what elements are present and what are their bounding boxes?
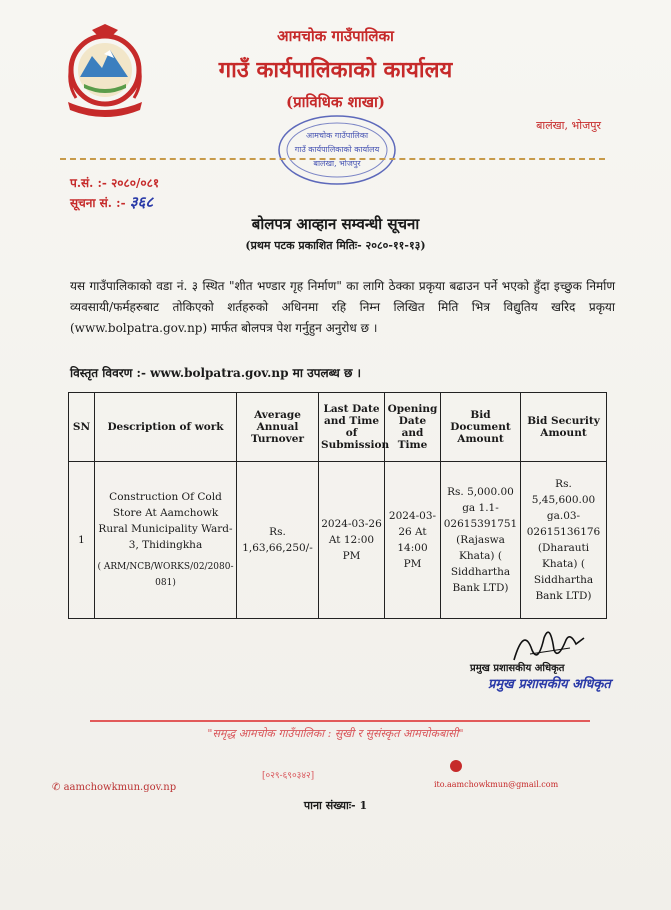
cell-opening: 2024-03-26 At 14:00 PM xyxy=(385,462,441,619)
footer-rule xyxy=(90,720,590,722)
footer-slogan: "समृद्ध आमचोक गाउँपालिका : सुखी र सुसंस्कृत आमचोकबासी" xyxy=(207,727,464,740)
globe-icon: ✆ xyxy=(52,782,61,793)
cell-sn: 1 xyxy=(69,462,95,619)
header-bid-security: Bid Security Amount xyxy=(521,393,607,462)
cell-submission: 2024-03-26 At 12:00 PM xyxy=(319,462,385,619)
notice-title: बोलपत्र आव्हान सम्वन्धी सूचना xyxy=(251,215,420,233)
table-row xyxy=(69,462,607,619)
header-description: Description of work xyxy=(95,393,237,462)
ps-value: २०८०/०८१ xyxy=(111,176,160,190)
footer-website xyxy=(52,782,176,793)
signatory-seal: प्रमुख प्रशासकीय अधिकृत xyxy=(488,677,611,692)
office-location: बालंखा, भोजपुर xyxy=(536,119,601,132)
ps-number xyxy=(70,174,159,191)
page-number: पाना संख्याः- 1 xyxy=(303,799,368,812)
mail-icon xyxy=(450,760,462,772)
notice-value: ३६८ xyxy=(129,193,154,211)
notice-details: विस्तृत विवरण :- www.bolpatra.gov.np मा उपलब्ध छ । xyxy=(70,366,362,380)
header-opening: Opening Date and Time xyxy=(385,393,441,462)
header-turnover: Average Annual Turnover xyxy=(237,393,319,462)
office-stamp xyxy=(272,110,402,188)
office-name: गाउँ कार्यपालिकाको कार्यालय xyxy=(218,57,453,83)
signatory-title: प्रमुख प्रशासकीय अधिकृत xyxy=(470,663,565,674)
table-header-row xyxy=(69,393,607,462)
website-text: aamchowkmun.gov.np xyxy=(63,782,177,793)
notice-number xyxy=(70,192,153,212)
header-sn: SN xyxy=(69,393,95,462)
notice-subtitle: (प्रथम पटक प्रकाशित मितिः- २०८०-११-१३) xyxy=(245,239,426,252)
description-text: Construction Of Cold Store At Aamchowk Rural Municipality Ward-3, Thidingkha xyxy=(98,491,233,551)
cell-bid-document: Rs. 5,000.00 ga 1.1-02615391751 (Rajaswa Khata) ( Siddhartha Bank LTD) xyxy=(441,462,521,619)
header-divider xyxy=(60,158,605,160)
ps-label: प.सं. :- xyxy=(70,176,107,190)
stamp-line-3: बालंखा, भोजपुर xyxy=(313,159,361,168)
stamp-line-2: गाउँ कार्यपालिकाको कार्यालय xyxy=(294,145,380,154)
footer-email: ito.aamchowkmun@gmail.com xyxy=(434,780,559,789)
cell-description xyxy=(95,462,237,619)
notice-label: सूचना सं. :- xyxy=(70,196,126,210)
branch-name: (प्राविधिक शाखा) xyxy=(286,93,385,111)
cell-bid-security: Rs. 5,45,600.00 ga.03-02615136176 (Dharauti Khata) ( Siddhartha Bank LTD) xyxy=(521,462,607,619)
description-code: ( ARM/NCB/WORKS/02/2080-081) xyxy=(97,562,234,588)
cell-turnover: Rs. 1,63,66,250/- xyxy=(237,462,319,619)
municipality-name: आमचोक गाउँपालिका xyxy=(277,27,394,45)
bid-table xyxy=(68,392,607,619)
stamp-line-1: आमचोक गाउँपालिका xyxy=(305,131,369,140)
footer-phone: [०२९-६९०३४२] xyxy=(262,771,315,781)
notice-body: यस गाउँपालिकाको वडा नं. ३ स्थित "शीत भण्डार गृह निर्माण" का लागि ठेक्का प्रकृया बढाउन पर्ने भएको हुँदा इच्छुक निर्माण व्यवसायी/फर्महरुबाट तोकिएको शर्तहरुको अधिनमा रहि निम्न लिखित मिति भित्र विद्युतिय खरिद प्रकृया (www.bolpatra.gov.np) मार्फत बोलपत्र पेश गर्नुहुन अनुरोध छ । xyxy=(70,279,615,335)
header-submission: Last Date and Time of Submission xyxy=(319,393,385,462)
header-bid-document: Bid Document Amount xyxy=(441,393,521,462)
